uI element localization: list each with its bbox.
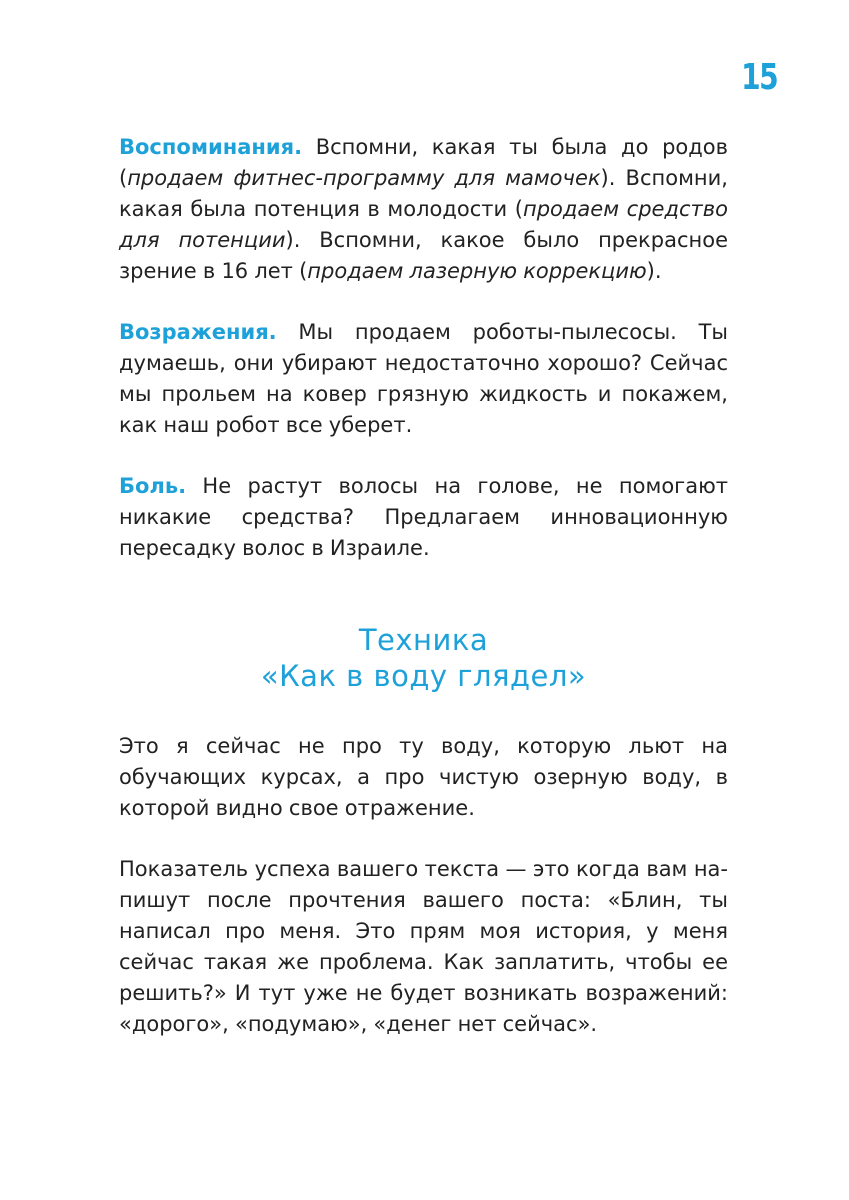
- text-run: ).: [646, 259, 662, 283]
- text-run: Показатель успеха вашего текста — это когда вам напишут после прочтения вашего поста: «Блин, ты написал про меня. Это прям моя история, у меня сейчас такая же проблема. Как заплатить, чтобы ее решить?» И тут уже не будет возникать возражений: «дорого», «подумаю», «денег нет сейчас».: [119, 857, 728, 1036]
- text-run: Мы продаем роботы-пылесосы. Ты думаешь, они убирают недостаточно хорошо? Сейчас мы прольем на ковер грязную жидкость и покажем, как наш робот все уберет.: [119, 320, 728, 437]
- text-run: ). Вспомни, какое было прекрасное зрение в 16 лет (: [119, 228, 728, 283]
- paragraph-intro: [119, 731, 728, 824]
- paragraph-memories: [119, 132, 728, 287]
- italic-text: продаем фитнес-программу для мамочек: [127, 166, 601, 190]
- paragraph-pain: [119, 471, 728, 564]
- lead-term: Воспоминания.: [119, 135, 303, 159]
- page-content: [119, 132, 728, 1040]
- text-run: Не растут волосы на голове, не помогают никакие средства? Предлагаем инновационную пересадку волос в Израиле.: [119, 474, 728, 560]
- text-run: Это я сейчас не про ту воду, которую льют на обучающих курсах, а про чистую озерную воду, в которой видно свое отражение.: [119, 734, 728, 820]
- lead-term: Боль.: [119, 474, 187, 498]
- paragraph-success: [119, 854, 728, 1040]
- section-heading: [119, 622, 728, 694]
- heading-line-2: «Как в воду глядел»: [260, 659, 587, 693]
- page-number: 15: [741, 57, 777, 98]
- text-run: Вспомни, какая ты была до родов (: [119, 135, 728, 190]
- italic-text: продаем лазерную коррекцию: [307, 259, 647, 283]
- italic-text: продаем средство для потенции: [119, 197, 728, 252]
- paragraph-objections: [119, 317, 728, 441]
- heading-line-1: Техника: [358, 623, 489, 657]
- lead-term: Возражения.: [119, 320, 277, 344]
- text-run: ). Вспомни, какая была потенция в молодости (: [119, 166, 728, 221]
